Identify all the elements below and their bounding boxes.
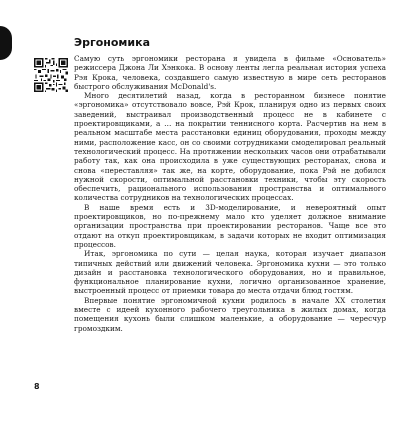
paragraph: Много десятилетий назад, когда в ресторанном бизнесе понятие «эргономика» отсутствовало вовсе, Рэй Крок, планируя одно из первых своих заведений, выстраивал производственный процесс не в кабинете с проектировщиками, а … на покрытии теннисного корта. Расчертив на нем в реальном масштабе места расстановки единиц оборудования, проходы между ними, расположение касс, он со своими сотрудниками смоделировал реальный технологический процесс. На протяжении нескольких часов они отрабатывали работу так, как она происходила в уже существующих ресторанах, снова и снова «переставляя» так же, на корте, оборудование, пока Рэй не добился нужной скорости, оптимальной расстановки техники, чтобы эту скорость обеспечить, рационального использования пространства и оптимального количества сотрудников на технологических процессах. <box>74 91 386 203</box>
article-body <box>74 54 386 333</box>
chapter-tab-marker <box>0 26 12 60</box>
section-heading: Эргономика <box>74 36 150 49</box>
paragraph: Самую суть эргономики ресторана я увидела в фильме «Основатель» режиссера Джона Ли Хэнкока. В основу ленты легла реальная история успеха Рэя Крока, человека, создавшего самую известную в мире сеть ресторанов быстрого обслуживания McDonald's. <box>74 54 386 91</box>
qr-code <box>34 58 68 92</box>
paragraph: Итак, эргономика по сути — целая наука, которая изучает диапазон типичных действий или движений человека. Эргономика кухни — это только дизайн и расстановка технологического оборудования, но и правильное, функциональное планирование кухни, логично организованное хранение, выстроенный процесс от приемки товара до места отдачи блюд гостям. <box>74 249 386 296</box>
page-number: 8 <box>34 382 40 391</box>
paragraph: Впервые понятие эргономичной кухни родилось в начале XX столетия вместе с идеей кухонного рабочего треугольника в жилых домах, когда помещения кухонь были слишком маленькие, а оборудование — чересчур громоздким. <box>74 295 386 333</box>
paragraph: В наше время есть и 3D-моделирование, и невероятный опыт проектировщиков, но по-прежнему мало кто уделяет должное внимание организации пространства при проектировании ресторанов. Чаще все это отдают на откуп проектировщикам, в задачи которых не входит оптимизация процессов. <box>74 202 386 249</box>
